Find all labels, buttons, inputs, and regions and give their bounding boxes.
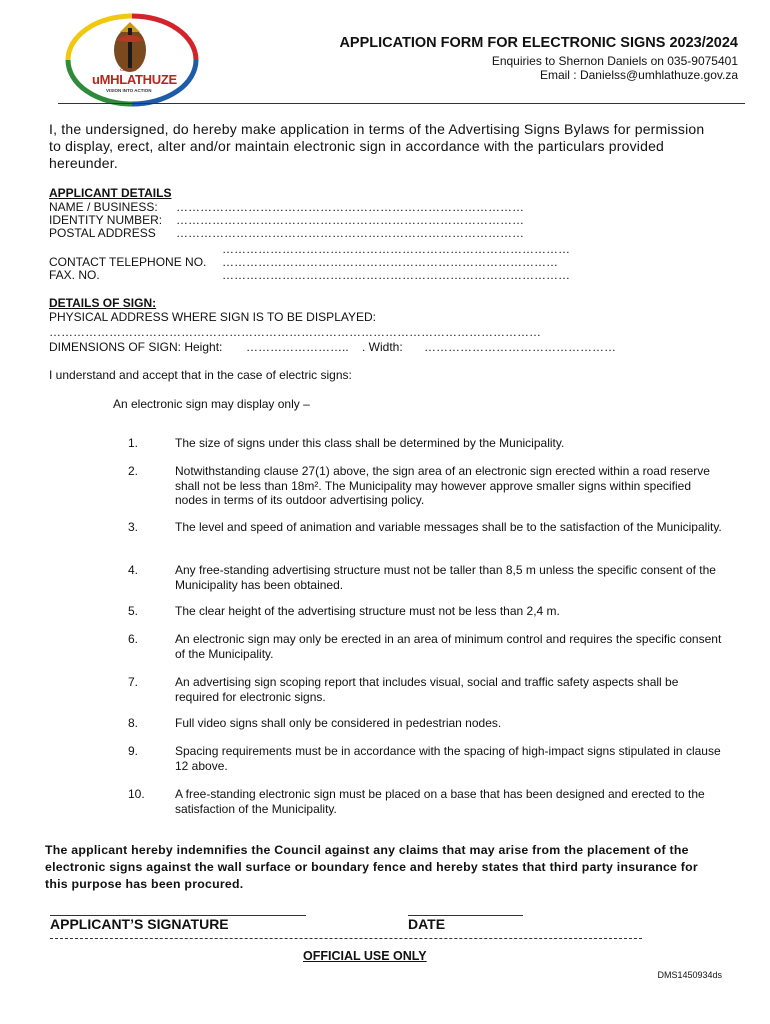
logo-wordmark: uMHLATHUZE (92, 72, 177, 87)
condition-number: 1. (128, 436, 139, 450)
intro-paragraph: I, the undersigned, do hereby make application in terms of the Advertising Signs Bylaws for permission to display, erect, alter and/or maintain electronic sign in accordance with the particulars provided hereunder. (49, 121, 705, 171)
fax-label: FAX. NO. (49, 268, 100, 282)
postal-field-line2[interactable]: …………………………………………………………………………… (222, 242, 570, 256)
physical-address-field[interactable]: …………………………………………………………………………………………………………… (49, 325, 541, 339)
condition-number: 7. (128, 675, 139, 689)
enquiries-line: Enquiries to Shernon Daniels on 035-9075401 (491, 54, 738, 68)
condition-number: 2. (128, 464, 139, 478)
condition-text: The level and speed of animation and variable messages shall be to the satisfaction of the Municipality. (175, 520, 722, 534)
width-field[interactable]: ………………………………………… (424, 340, 616, 354)
sign-details-heading: DETAILS OF SIGN: (49, 296, 157, 310)
date-label: DATE (408, 916, 446, 932)
condition-text: An advertising sign scoping report that includes visual, social and traffic safety aspects shall be required for electronic signs. (175, 675, 679, 704)
condition-text: The size of signs under this class shall be determined by the Municipality. (175, 436, 565, 450)
applicant-details-heading: APPLICANT DETAILS (49, 186, 172, 200)
official-use-heading: OFFICIAL USE ONLY (303, 949, 427, 963)
condition-number: 8. (128, 716, 139, 730)
signature-label: APPLICANT’S SIGNATURE (50, 916, 229, 932)
condition-number: 10. (128, 787, 145, 801)
condition-number: 9. (128, 744, 139, 758)
name-label: NAME / BUSINESS: (49, 200, 158, 214)
condition-number: 6. (128, 632, 139, 646)
municipality-logo (62, 10, 202, 108)
logo-tagline: VISION INTO ACTION (106, 88, 152, 93)
logo-small-text: CITY OF (120, 67, 136, 72)
document-reference: DMS1450934ds (657, 970, 722, 980)
name-field[interactable]: …………………………………………………………………………… (176, 200, 524, 214)
physical-address-label: PHYSICAL ADDRESS WHERE SIGN IS TO BE DISPLAYED: (49, 310, 376, 324)
identity-field[interactable]: …………………………………………………………………………… (176, 213, 524, 227)
condition-text: Full video signs shall only be considered in pedestrian nodes. (175, 716, 502, 730)
telephone-field[interactable]: ………………………………………………………………………… (222, 255, 558, 269)
header-rule (58, 103, 745, 104)
condition-text: A free-standing electronic sign must be placed on a base that has been designed and erected to the satisfaction of the Municipality. (175, 787, 705, 816)
email-line: Email : Danielss@umhlathuze.gov.za (539, 68, 738, 82)
telephone-label: CONTACT TELEPHONE NO. (49, 255, 207, 269)
condition-number: 3. (128, 520, 139, 534)
height-field[interactable]: …………………….. (246, 340, 349, 354)
condition-text: Notwithstanding clause 27(1) above, the sign area of an electronic sign erected within a road reserve shall not be less than 18m². The Municipality may however approve smaller signs within specified nodes in terms of its outdoor advertising policy. (175, 464, 710, 507)
postal-field[interactable]: …………………………………………………………………………… (176, 226, 524, 240)
condition-text: The clear height of the advertising structure must not be less than 2,4 m. (175, 604, 560, 618)
understand-statement: I understand and accept that in the case of electric signs: (49, 368, 352, 382)
fax-field[interactable]: …………………………………………………………………………… (222, 268, 570, 282)
condition-text: Any free-standing advertising structure must not be taller than 8,5 m unless the specific consent of the Municipality has been obtained. (175, 563, 716, 592)
identity-label: IDENTITY NUMBER: (49, 213, 163, 227)
condition-number: 5. (128, 604, 139, 618)
condition-text: An electronic sign may only be erected in an area of minimum control and requires the specific consent of the Municipality. (175, 632, 722, 661)
condition-number: 4. (128, 563, 139, 577)
indemnity-statement: The applicant hereby indemnifies the Council against any claims that may arise from the placement of the electronic signs against the wall surface or boundary fence and hereby states that third party insurance for this purpose has been procured. (45, 843, 698, 891)
may-display-statement: An electronic sign may display only – (113, 397, 310, 411)
width-label: . Width: (362, 340, 403, 354)
official-divider (50, 938, 642, 939)
postal-label: POSTAL ADDRESS (49, 226, 156, 240)
dimensions-label: DIMENSIONS OF SIGN: Height: (49, 340, 223, 354)
condition-text: Spacing requirements must be in accordance with the spacing of high-impact signs stipulated in clause 12 above. (175, 744, 721, 773)
form-title: APPLICATION FORM FOR ELECTRONIC SIGNS 2023/2024 (339, 35, 738, 51)
